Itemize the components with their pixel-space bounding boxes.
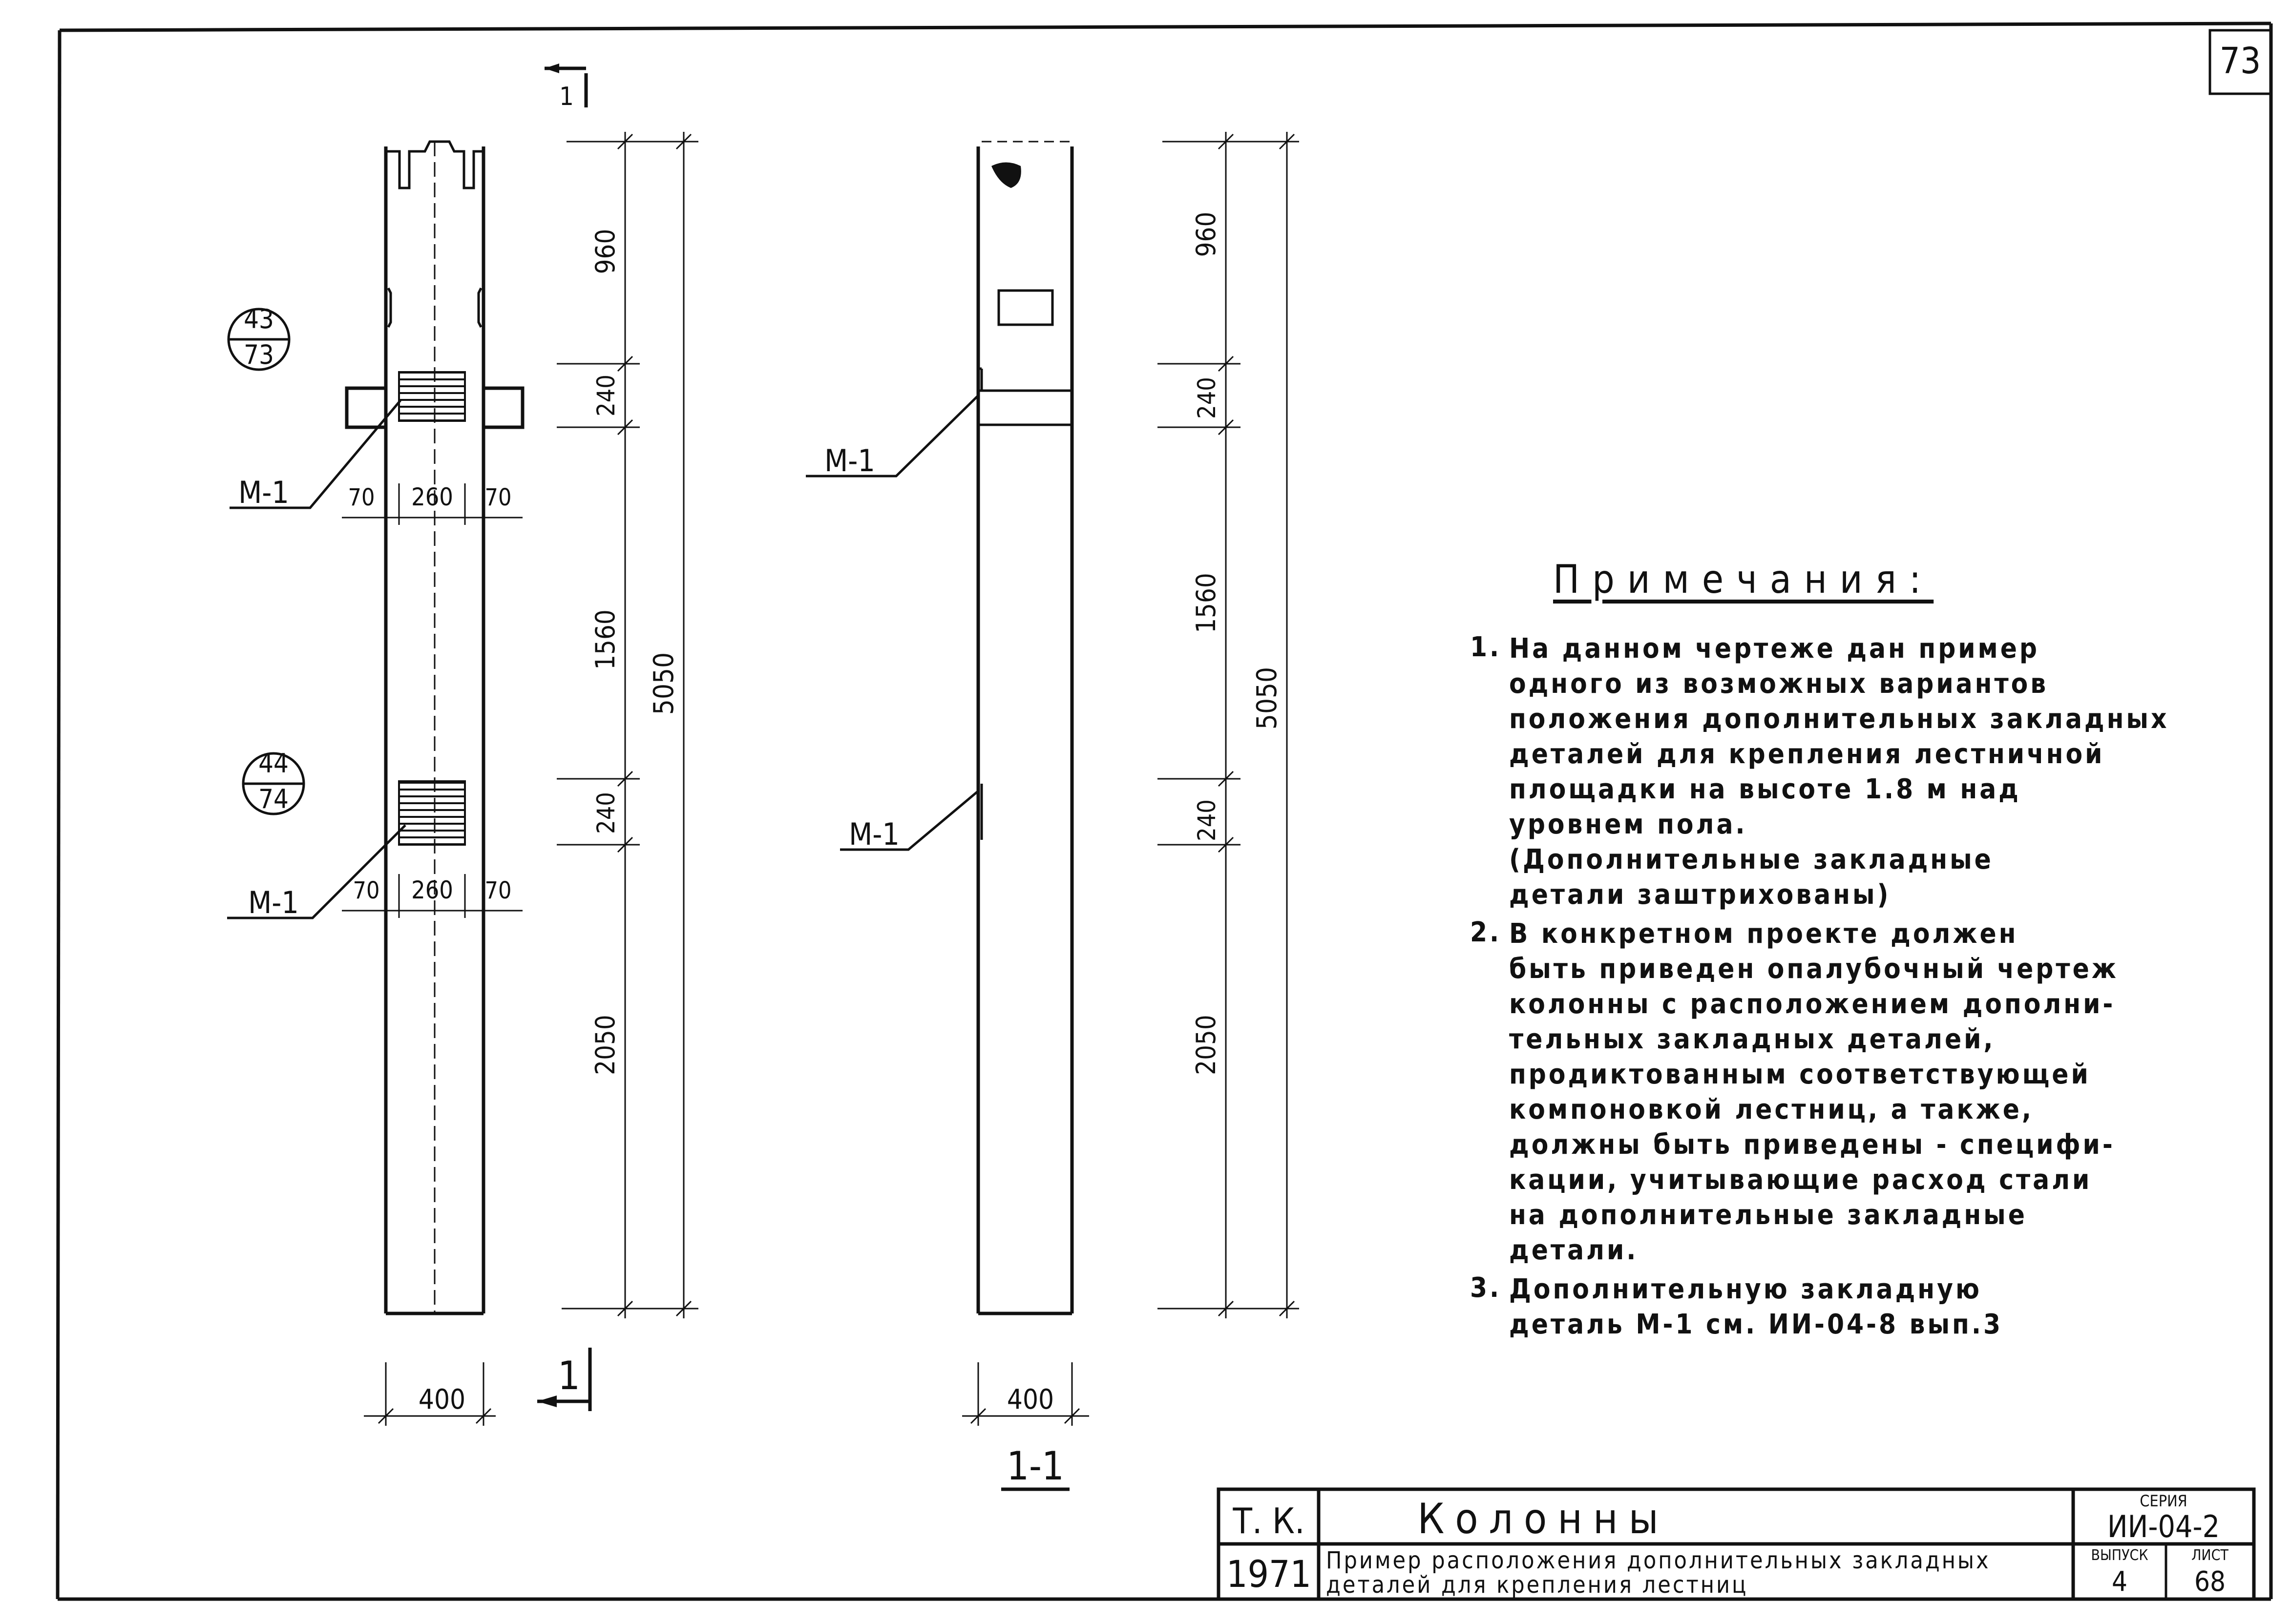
note-line: компоновкой лестниц, а также, xyxy=(1509,1094,2034,1125)
callout-43-73 xyxy=(229,304,289,370)
svg-text:240: 240 xyxy=(1193,799,1221,841)
svg-text:5050: 5050 xyxy=(648,652,680,715)
svg-text:1: 1 xyxy=(559,82,574,111)
notes-title: Примечания: xyxy=(1553,557,1934,602)
note-line: колонны с расположением дополни- xyxy=(1509,988,2116,1020)
svg-text:74: 74 xyxy=(258,784,289,814)
note-line: Дополнительную закладную xyxy=(1509,1273,1982,1305)
svg-text:70: 70 xyxy=(484,484,512,511)
note-line: положения дополнительных закладных xyxy=(1509,703,2169,735)
width-dim-side xyxy=(962,1362,1089,1426)
lifting-loop xyxy=(991,163,1021,188)
leader-m1-front-lower xyxy=(227,825,405,920)
note-line: детали заштрихованы) xyxy=(1509,879,1891,911)
note-number: 2. xyxy=(1470,916,1502,948)
issue-label: ВЫПУСК xyxy=(2091,1547,2148,1564)
title-block-year: 1971 xyxy=(1226,1552,1311,1596)
svg-text:240: 240 xyxy=(1193,377,1221,419)
width-parts-lower xyxy=(342,874,523,918)
series-value: ИИ-04-2 xyxy=(2107,1509,2220,1544)
note-number: 1. xyxy=(1470,631,1502,663)
leader-m1-side-lower xyxy=(840,791,978,852)
note-line: В конкретном проекте должен xyxy=(1509,918,2018,950)
callout-44-74 xyxy=(243,748,304,814)
note-line: уровнем пола. xyxy=(1509,809,1747,840)
svg-text:1-1: 1-1 xyxy=(1007,1443,1064,1489)
svg-text:260: 260 xyxy=(411,483,453,511)
svg-text:70: 70 xyxy=(348,484,375,511)
note-line: деталей для крепления лестничной xyxy=(1509,738,2105,770)
section-mark-bottom xyxy=(537,1348,590,1411)
svg-text:1: 1 xyxy=(558,1353,580,1398)
svg-text:М-1: М-1 xyxy=(824,443,875,479)
notes-block xyxy=(1470,557,2169,1346)
title-block-subtitle-1: Пример расположения дополнительных закладных xyxy=(1326,1547,1991,1574)
note-line: продиктованным соответствующей xyxy=(1509,1059,2091,1090)
leader-m1-side-upper xyxy=(806,396,978,479)
svg-text:М-1: М-1 xyxy=(849,816,900,852)
svg-text:5050: 5050 xyxy=(1251,666,1283,730)
note-line: деталь М-1 см. ИИ-04-8 вып.3 xyxy=(1509,1309,2003,1340)
svg-text:240: 240 xyxy=(592,792,620,834)
note-line: одного из возможных вариантов xyxy=(1509,668,2049,700)
width-dim-front xyxy=(364,1362,496,1426)
dim-chain-side xyxy=(1157,132,1299,1318)
embed-detail-lower xyxy=(399,781,465,845)
note-number: 3. xyxy=(1470,1272,1502,1304)
side-column xyxy=(978,142,1072,1313)
note-line: быть приведен опалубочный чертеж xyxy=(1509,953,2119,985)
svg-text:1560: 1560 xyxy=(1191,573,1221,633)
section-mark-top xyxy=(545,63,586,111)
note-line: кации, учитывающие расход стали xyxy=(1509,1164,2092,1196)
svg-text:43: 43 xyxy=(244,304,274,334)
note-line: на дополнительные закладные xyxy=(1509,1199,2027,1231)
svg-text:70: 70 xyxy=(484,877,512,904)
page-number: 73 xyxy=(2219,40,2261,82)
note-item xyxy=(1470,1272,2164,1342)
note-line: должны быть приведены - специфи- xyxy=(1509,1129,2115,1161)
front-column xyxy=(347,142,523,1313)
note-line: На данном чертеже дан пример xyxy=(1509,633,2039,665)
title-block-title: Колонны xyxy=(1417,1495,1669,1543)
leader-m1-front-upper xyxy=(230,400,400,510)
svg-text:400: 400 xyxy=(418,1384,466,1416)
svg-text:2050: 2050 xyxy=(1191,1015,1221,1075)
svg-text:44: 44 xyxy=(258,748,289,779)
note-item xyxy=(1470,631,2169,913)
title-block-org: Т. К. xyxy=(1233,1500,1305,1541)
svg-text:2050: 2050 xyxy=(590,1015,621,1075)
svg-text:260: 260 xyxy=(411,876,453,904)
title-block xyxy=(1219,1489,2254,1599)
note-line: площадки на высоте 1.8 м над xyxy=(1509,773,2021,805)
svg-text:73: 73 xyxy=(244,339,274,370)
section-title xyxy=(1001,1443,1070,1489)
svg-text:240: 240 xyxy=(592,375,620,416)
width-parts-upper xyxy=(342,483,523,525)
svg-text:1560: 1560 xyxy=(590,609,621,670)
page-number-box xyxy=(2210,30,2270,94)
sheet-value: 68 xyxy=(2194,1566,2226,1598)
embed-detail-upper xyxy=(399,372,465,421)
sheet-label: ЛИСТ xyxy=(2191,1547,2228,1564)
series-label: СЕРИЯ xyxy=(2140,1492,2187,1510)
note-line: детали. xyxy=(1509,1234,1639,1266)
dim-chain-front xyxy=(557,132,698,1318)
note-item xyxy=(1470,916,2164,1268)
note-line: (Дополнительные закладные xyxy=(1509,844,1994,875)
issue-value: 4 xyxy=(2111,1566,2128,1598)
svg-text:М-1: М-1 xyxy=(238,475,289,510)
svg-text:960: 960 xyxy=(1191,211,1221,257)
svg-text:70: 70 xyxy=(353,877,380,904)
svg-text:400: 400 xyxy=(1007,1384,1054,1416)
note-line: тельных закладных деталей, xyxy=(1509,1023,1996,1055)
title-block-subtitle-2: деталей для крепления лестниц xyxy=(1326,1571,1748,1599)
svg-text:М-1: М-1 xyxy=(248,885,299,920)
svg-text:960: 960 xyxy=(590,229,621,274)
